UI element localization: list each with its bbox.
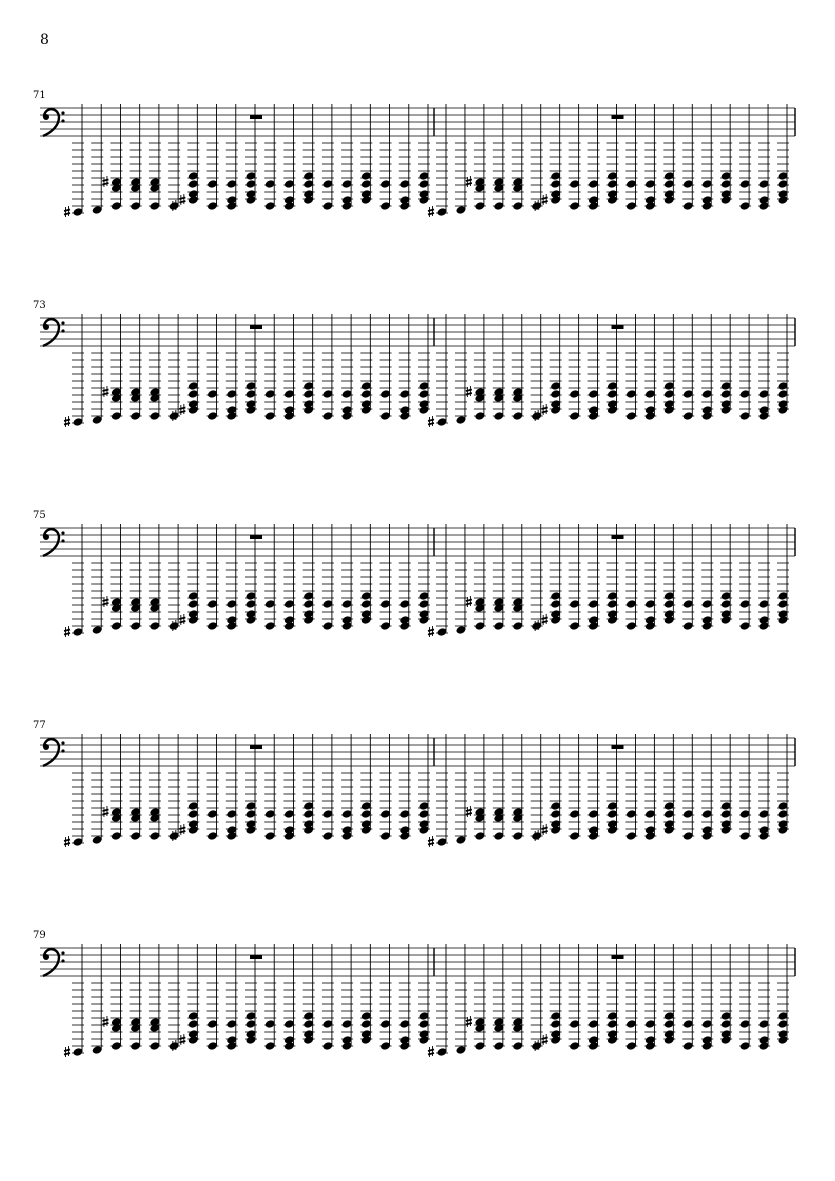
note-chord	[283, 524, 295, 631]
note-chord	[283, 734, 295, 841]
note-chord	[187, 524, 199, 625]
sharp-sign	[179, 404, 185, 415]
note-chord	[187, 944, 199, 1045]
note-chord	[455, 104, 467, 215]
sharp-sign	[102, 596, 108, 607]
whole-rest	[250, 745, 262, 749]
note-chord	[701, 104, 713, 211]
note-chord	[777, 104, 789, 205]
sharp-sign	[64, 626, 70, 637]
note-chord	[758, 104, 770, 211]
note-chord	[588, 944, 600, 1051]
note-chord	[607, 734, 619, 835]
sharp-sign	[179, 824, 185, 835]
sharp-sign	[542, 824, 548, 835]
staff-system	[0, 930, 835, 1130]
note-chord	[569, 104, 581, 211]
note-chord	[644, 524, 656, 631]
note-chord	[72, 734, 84, 847]
note-chord	[512, 734, 524, 841]
note-chord	[777, 734, 789, 835]
note-chord	[455, 314, 467, 425]
note-chord	[455, 734, 467, 845]
whole-rest	[250, 535, 262, 539]
note-chord	[130, 944, 142, 1051]
note-chord	[399, 314, 411, 421]
note-chord	[625, 104, 637, 211]
note-chord	[360, 524, 372, 625]
note-chord	[607, 104, 619, 205]
note-chord	[493, 314, 505, 421]
note-chord	[701, 734, 713, 841]
note-chord	[682, 734, 694, 841]
note-chord	[418, 734, 430, 835]
note-chord	[550, 314, 562, 415]
note-chord	[418, 104, 430, 205]
note-chord	[531, 734, 543, 841]
note-chord	[245, 104, 257, 205]
note-chord	[644, 104, 656, 211]
note-chord	[226, 944, 238, 1051]
note-chord	[758, 314, 770, 421]
note-chord	[264, 524, 276, 631]
note-chord	[168, 524, 180, 631]
note-chord	[607, 944, 619, 1045]
note-chord	[283, 314, 295, 421]
sharp-sign	[428, 836, 434, 847]
note-chord	[226, 734, 238, 841]
sharp-sign	[64, 1046, 70, 1057]
note-chord	[360, 944, 372, 1045]
note-chord	[207, 734, 219, 841]
note-chord	[607, 314, 619, 415]
note-chord	[625, 944, 637, 1051]
note-chord	[322, 314, 334, 421]
note-chord	[380, 104, 392, 211]
staff-system	[0, 510, 835, 710]
note-chord	[207, 314, 219, 421]
note-chord	[436, 314, 448, 427]
note-chord	[720, 734, 732, 835]
note-chord	[264, 104, 276, 211]
note-chord	[226, 314, 238, 421]
note-chord	[418, 314, 430, 415]
note-chord	[110, 104, 122, 211]
note-chord	[758, 734, 770, 841]
note-chord	[303, 734, 315, 835]
whole-rest	[612, 745, 624, 749]
note-chord	[512, 104, 524, 211]
note-chord	[455, 944, 467, 1055]
bass-clef-icon	[43, 739, 65, 766]
note-chord	[207, 524, 219, 631]
note-chord	[283, 104, 295, 211]
note-chord	[625, 524, 637, 631]
note-chord	[72, 524, 84, 637]
note-chord	[341, 734, 353, 841]
note-chord	[245, 314, 257, 415]
note-chord	[187, 104, 199, 205]
note-chord	[436, 734, 448, 847]
note-chord	[149, 314, 161, 421]
sharp-sign	[542, 194, 548, 205]
note-chord	[663, 314, 675, 415]
note-chord	[588, 104, 600, 211]
measure-number: 77	[33, 720, 46, 731]
note-chord	[739, 524, 751, 631]
note-chord	[360, 314, 372, 415]
note-chord	[418, 524, 430, 625]
note-chord	[474, 524, 486, 631]
note-chord	[644, 944, 656, 1051]
whole-rest	[612, 535, 624, 539]
note-chord	[399, 944, 411, 1051]
sharp-sign	[542, 614, 548, 625]
note-chord	[588, 524, 600, 631]
note-chord	[245, 944, 257, 1045]
note-chord	[264, 734, 276, 841]
note-chord	[474, 314, 486, 421]
bass-clef-icon	[43, 109, 65, 136]
note-chord	[322, 944, 334, 1051]
note-chord	[663, 944, 675, 1045]
note-chord	[663, 524, 675, 625]
note-chord	[360, 734, 372, 835]
note-chord	[110, 734, 122, 841]
note-chord	[110, 524, 122, 631]
note-chord	[550, 524, 562, 625]
note-chord	[322, 104, 334, 211]
sharp-sign	[428, 1046, 434, 1057]
note-chord	[777, 944, 789, 1045]
note-chord	[149, 734, 161, 841]
note-chord	[130, 524, 142, 631]
note-chord	[245, 734, 257, 835]
bass-clef-icon	[43, 529, 65, 556]
sharp-sign	[102, 176, 108, 187]
note-chord	[72, 314, 84, 427]
note-chord	[110, 314, 122, 421]
whole-rest	[612, 955, 624, 959]
measure-number: 75	[33, 510, 46, 521]
sharp-sign	[542, 404, 548, 415]
note-chord	[531, 944, 543, 1051]
note-chord	[739, 314, 751, 421]
note-chord	[720, 104, 732, 205]
note-chord	[758, 944, 770, 1051]
note-chord	[682, 524, 694, 631]
measure-number: 79	[33, 930, 46, 941]
note-chord	[149, 104, 161, 211]
note-chord	[682, 314, 694, 421]
sharp-sign	[179, 614, 185, 625]
sharp-sign	[102, 1016, 108, 1027]
note-chord	[720, 944, 732, 1045]
note-chord	[168, 314, 180, 421]
note-chord	[644, 734, 656, 841]
note-chord	[322, 734, 334, 841]
note-chord	[625, 314, 637, 421]
sharp-sign	[428, 626, 434, 637]
note-chord	[777, 314, 789, 415]
note-chord	[303, 524, 315, 625]
note-chord	[341, 524, 353, 631]
note-chord	[341, 314, 353, 421]
note-chord	[399, 104, 411, 211]
note-chord	[512, 524, 524, 631]
note-chord	[91, 104, 103, 215]
sharp-sign	[64, 206, 70, 217]
note-chord	[187, 314, 199, 415]
whole-rest	[250, 955, 262, 959]
staff-system	[0, 720, 835, 920]
bass-clef-icon	[43, 949, 65, 976]
note-chord	[264, 944, 276, 1051]
note-chord	[493, 944, 505, 1051]
note-chord	[758, 524, 770, 631]
note-chord	[720, 314, 732, 415]
note-chord	[168, 734, 180, 841]
note-chord	[322, 524, 334, 631]
note-chord	[283, 944, 295, 1051]
whole-rest	[250, 325, 262, 329]
note-chord	[91, 314, 103, 425]
note-chord	[474, 104, 486, 211]
note-chord	[569, 734, 581, 841]
note-chord	[149, 524, 161, 631]
note-chord	[436, 104, 448, 217]
sharp-sign	[102, 386, 108, 397]
note-chord	[72, 104, 84, 217]
note-chord	[264, 314, 276, 421]
staff-system	[0, 300, 835, 500]
note-chord	[512, 314, 524, 421]
note-chord	[110, 944, 122, 1051]
note-chord	[739, 734, 751, 841]
note-chord	[303, 944, 315, 1045]
note-chord	[436, 944, 448, 1057]
note-chord	[91, 944, 103, 1055]
note-chord	[360, 104, 372, 205]
note-chord	[91, 734, 103, 845]
note-chord	[168, 944, 180, 1051]
note-chord	[569, 524, 581, 631]
note-chord	[569, 314, 581, 421]
note-chord	[380, 944, 392, 1051]
note-chord	[663, 104, 675, 205]
note-chord	[569, 944, 581, 1051]
note-chord	[701, 314, 713, 421]
note-chord	[380, 524, 392, 631]
note-chord	[341, 944, 353, 1051]
note-chord	[474, 944, 486, 1051]
note-chord	[187, 734, 199, 835]
note-chord	[550, 734, 562, 835]
sharp-sign	[102, 806, 108, 817]
whole-rest	[250, 115, 262, 119]
note-chord	[399, 734, 411, 841]
note-chord	[644, 314, 656, 421]
note-chord	[493, 524, 505, 631]
note-chord	[493, 734, 505, 841]
note-chord	[701, 524, 713, 631]
note-chord	[380, 734, 392, 841]
note-chord	[701, 944, 713, 1051]
note-chord	[493, 104, 505, 211]
sharp-sign	[179, 1034, 185, 1045]
note-chord	[91, 524, 103, 635]
note-chord	[607, 524, 619, 625]
note-chord	[531, 104, 543, 211]
note-chord	[130, 314, 142, 421]
page-number: 8	[40, 32, 49, 48]
note-chord	[739, 104, 751, 211]
note-chord	[303, 104, 315, 205]
sharp-sign	[542, 1034, 548, 1045]
whole-rest	[612, 325, 624, 329]
sharp-sign	[64, 416, 70, 427]
note-chord	[168, 104, 180, 211]
note-chord	[303, 314, 315, 415]
sharp-sign	[428, 416, 434, 427]
whole-rest	[612, 115, 624, 119]
note-chord	[380, 314, 392, 421]
note-chord	[682, 944, 694, 1051]
note-chord	[531, 524, 543, 631]
staff-system	[0, 90, 835, 290]
measure-number: 73	[33, 300, 46, 311]
note-chord	[550, 944, 562, 1045]
note-chord	[550, 104, 562, 205]
bass-clef-icon	[43, 319, 65, 346]
note-chord	[130, 104, 142, 211]
note-chord	[245, 524, 257, 625]
note-chord	[588, 314, 600, 421]
note-chord	[720, 524, 732, 625]
note-chord	[512, 944, 524, 1051]
note-chord	[625, 734, 637, 841]
note-chord	[149, 944, 161, 1051]
note-chord	[739, 944, 751, 1051]
note-chord	[399, 524, 411, 631]
note-chord	[207, 944, 219, 1051]
note-chord	[226, 524, 238, 631]
note-chord	[777, 524, 789, 625]
note-chord	[682, 104, 694, 211]
note-chord	[72, 944, 84, 1057]
note-chord	[341, 104, 353, 211]
note-chord	[226, 104, 238, 211]
note-chord	[474, 734, 486, 841]
note-chord	[531, 314, 543, 421]
measure-number: 71	[33, 90, 46, 101]
note-chord	[207, 104, 219, 211]
note-chord	[130, 734, 142, 841]
sharp-sign	[179, 194, 185, 205]
sharp-sign	[428, 206, 434, 217]
note-chord	[588, 734, 600, 841]
sharp-sign	[64, 836, 70, 847]
note-chord	[436, 524, 448, 637]
note-chord	[663, 734, 675, 835]
note-chord	[418, 944, 430, 1045]
note-chord	[455, 524, 467, 635]
